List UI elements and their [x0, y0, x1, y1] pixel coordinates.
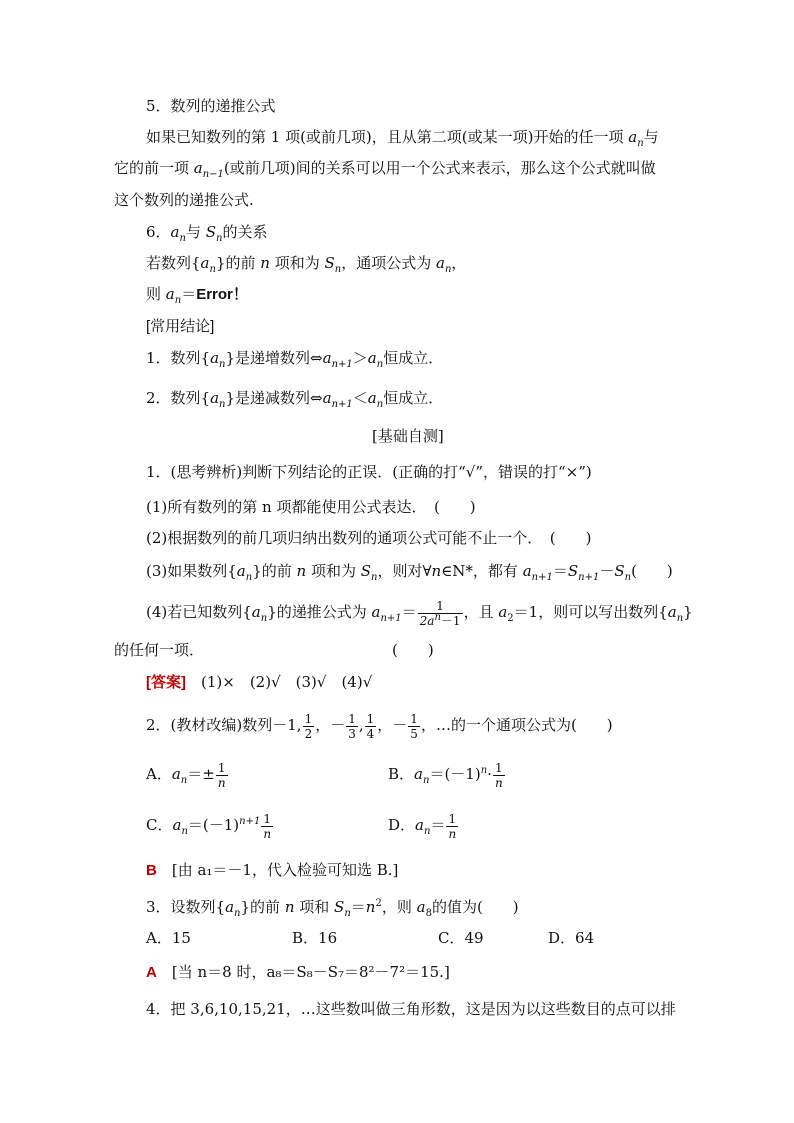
question-3-option-c: C．49 [438, 929, 484, 947]
question-3-explanation: A [当 n＝8 时，a₈＝S₈－S₇＝8²－7²＝15.] [146, 963, 450, 981]
question-2-option-b: B．$a_n=(-1)^n\cdot$ $\frac{1}{n}$ [388, 760, 503, 790]
question-1-item-4-blank: ( ) [392, 641, 434, 659]
section-5-title: 5．数列的递推公式 [146, 97, 276, 115]
common-conclusion-2: 2．数列$\{a_n\}$是递减数列$\Leftrightarrow a_{n+1}<a_n$恒成立． [146, 389, 444, 410]
fraction: $\frac{1}{2a^n-1}$ [419, 598, 461, 628]
question-3: 3．设数列$\{a_n\}$的前 n 项和 $S_n=n^2$，则 $a_8$的值为( ) [146, 898, 519, 919]
question-1-item-4: (4)若已知数列$\{a_n\}$的递推公式为 $a_{n+1}=$ $\frac{1}{2a^n-1}$ ，且 $a_2=1$，则可以写出数列$\{a_n\}$ [146, 598, 693, 628]
question-2-explanation: B [由 a₁＝－1，代入检验可知选 B.] [146, 861, 399, 879]
common-conclusion-1: 1．数列$\{a_n\}$是递增数列$\Leftrightarrow a_{n+1}>a_n$恒成立． [146, 349, 444, 370]
question-1: 1．(思考辨析)判断下列结论的正误．(正确的打“√”，错误的打“×”) [146, 463, 592, 481]
question-3-option-b: B．16 [292, 929, 338, 947]
question-1-answer: [答案] (1)× (2)√ (3)√ (4)√ [146, 673, 373, 691]
section-6-title: 6．$a_n$与 $S_n$的关系 [146, 223, 268, 244]
question-2: 2．(教材改编)数列－1, $\frac{1}{2}$ ，－ $\frac{1}{3}$ , $\frac{1}{4}$ ，－ $\frac{1}{5}$ ，…的一个通项公式为( ) [146, 711, 613, 741]
common-conclusions-heading: [常用结论] [146, 318, 215, 335]
question-1-item-2: (2)根据数列的前几项归纳出数列的通项公式可能不止一个． ( ) [146, 529, 592, 547]
section-5-line-3: 这个数列的递推公式. [114, 191, 254, 209]
section-5-line-1: 如果已知数列的第 1 项(或前几项)，且从第二项(或某一项)开始的任一项 $a_n$与 [146, 128, 659, 149]
question-3-option-a: A．15 [146, 929, 191, 947]
section-6-line-1: 若数列$\{a_n\}$的前 n 项和为 $S_n$，通项公式为 $a_n$， [146, 254, 467, 275]
self-test-heading: [基础自测] [372, 427, 444, 445]
question-1-item-1: (1)所有数列的第 n 项都能使用公式表达． ( ) [146, 498, 476, 516]
question-1-item-3: (3)如果数列$\{a_n\}$的前 n 项和为 $S_n$，则对∀n∈N*，都有 $a_{n+1}=S_{n+1}-S_n$( ) [146, 562, 673, 583]
section-6-line-2: 则 $a_n=Error$！ [146, 285, 248, 306]
question-3-option-d: D．64 [548, 929, 595, 947]
question-4: 4．把 3,6,10,15,21，…这些数叫做三角形数，这是因为以这些数目的点可以排 [146, 1000, 676, 1018]
question-2-option-c: C．$a_n=(-1)^{n+1}$ $\frac{1}{n}$ [146, 811, 272, 841]
question-2-option-a: A．$a_n=\pm$ $\frac{1}{n}$ [146, 760, 226, 790]
question-1-item-4-cont: 的任何一项． [114, 641, 205, 659]
section-5-line-2: 它的前一项 $a_{n-1}$(或前几项)间的关系可以用一个公式来表示，那么这个公式就叫做 [114, 159, 656, 180]
question-2-option-d: D．$a_n=$ $\frac{1}{n}$ [388, 811, 457, 841]
